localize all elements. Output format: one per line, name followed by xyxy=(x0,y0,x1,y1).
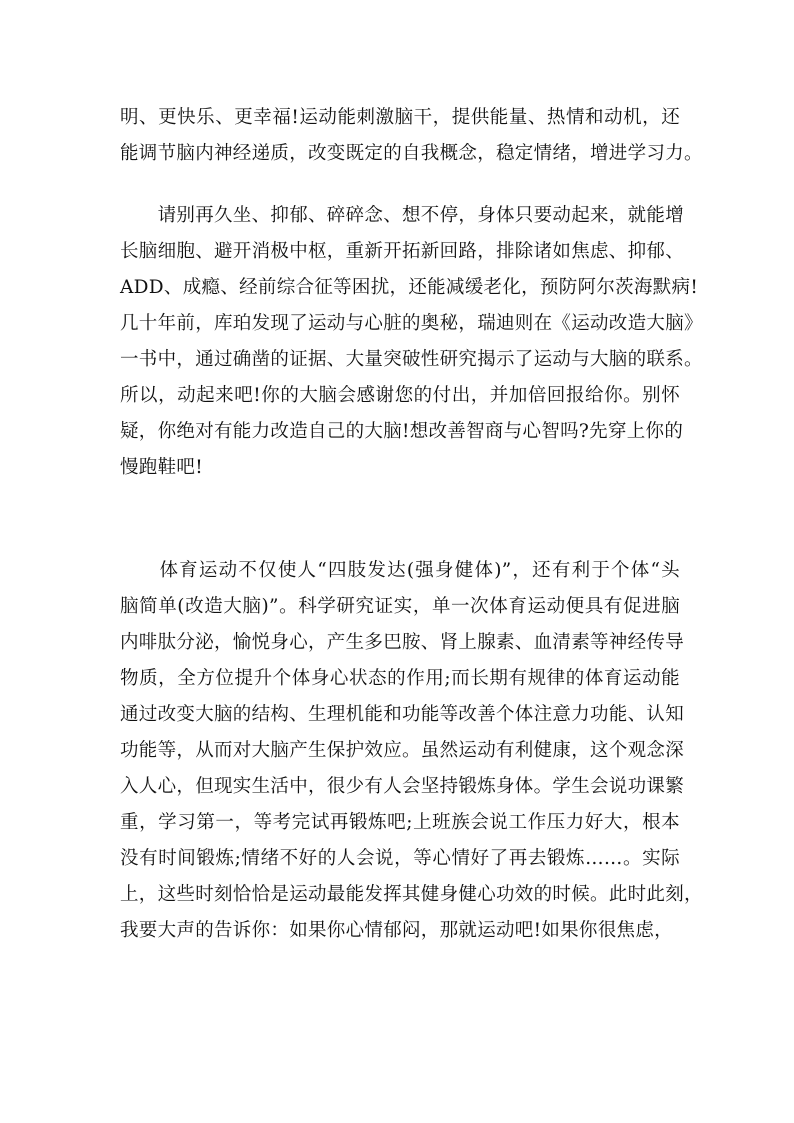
text-line: 请别再久坐、抑郁、碎碎念、想不停，身体只要动起来，就能增 xyxy=(120,205,685,226)
text-line: 慢跑鞋吧! xyxy=(120,457,203,478)
text-line: 我要大声的告诉你：如果你心情郁闷，那就运动吧!如果你很焦虑， xyxy=(120,920,673,941)
text-line: 重，学习第一，等考完试再锻炼吧;上班族会说工作压力好大，根本 xyxy=(120,812,680,833)
text-line: 明、更快乐、更幸福!运动能刺激脑干，提供能量、热情和动机，还 xyxy=(120,107,680,128)
text-line: 体育运动不仅使人“四肢发达(强身健体)”，还有利于个体“头 xyxy=(120,560,680,581)
text-line: 长脑细胞、避开消极中枢，重新开拓新回路，排除诸如焦虑、抑郁、 xyxy=(120,241,685,262)
text-line: 没有时间锻炼;情绪不好的人会说，等心情好了再去锻炼……。实际 xyxy=(120,848,680,869)
paragraph-2 xyxy=(120,198,703,486)
text-line: 功能等，从而对大脑产生保护效应。虽然运动有利健康，这个观念深 xyxy=(120,740,685,761)
text-line: 脑简单(改造大脑)”。科学研究证实，单一次体育运动便具有促进脑 xyxy=(120,596,680,617)
paragraph-3 xyxy=(120,553,703,949)
text-line: 疑，你绝对有能力改造自己的大脑!想改善智商与心智吗?先穿上你的 xyxy=(120,421,684,442)
text-line: 物质，全方位提升个体身心状态的作用;而长期有规律的体育运动能 xyxy=(120,668,680,689)
text-line: ADD、成瘾、经前综合征等困扰，还能减缓老化，预防阿尔茨海默病! xyxy=(120,277,699,298)
text-line: 一书中，通过确凿的证据、大量突破性研究揭示了运动与大脑的联系。 xyxy=(120,349,703,370)
paragraph-1 xyxy=(120,100,703,172)
text-line: 上，这些时刻恰恰是运动最能发挥其健身健心功效的时候。此时此刻， xyxy=(120,884,703,905)
text-line: 几十年前，库珀发现了运动与心脏的奥秘，瑞迪则在《运动改造大脑》 xyxy=(120,313,703,334)
text-line: 通过改变大脑的结构、生理机能和功能等改善个体注意力功能、认知 xyxy=(120,704,685,725)
text-line: 内啡肽分泌，愉悦身心，产生多巴胺、肾上腺素、血清素等神经传导 xyxy=(120,632,685,653)
text-line: 入人心，但现实生活中，很少有人会坚持锻炼身体。学生会说功课繁 xyxy=(120,776,685,797)
text-line: 所以，动起来吧!你的大脑会感谢您的付出，并加倍回报给你。别怀 xyxy=(120,385,680,406)
text-line: 能调节脑内神经递质，改变既定的自我概念，稳定情绪，增进学习力。 xyxy=(120,143,703,164)
